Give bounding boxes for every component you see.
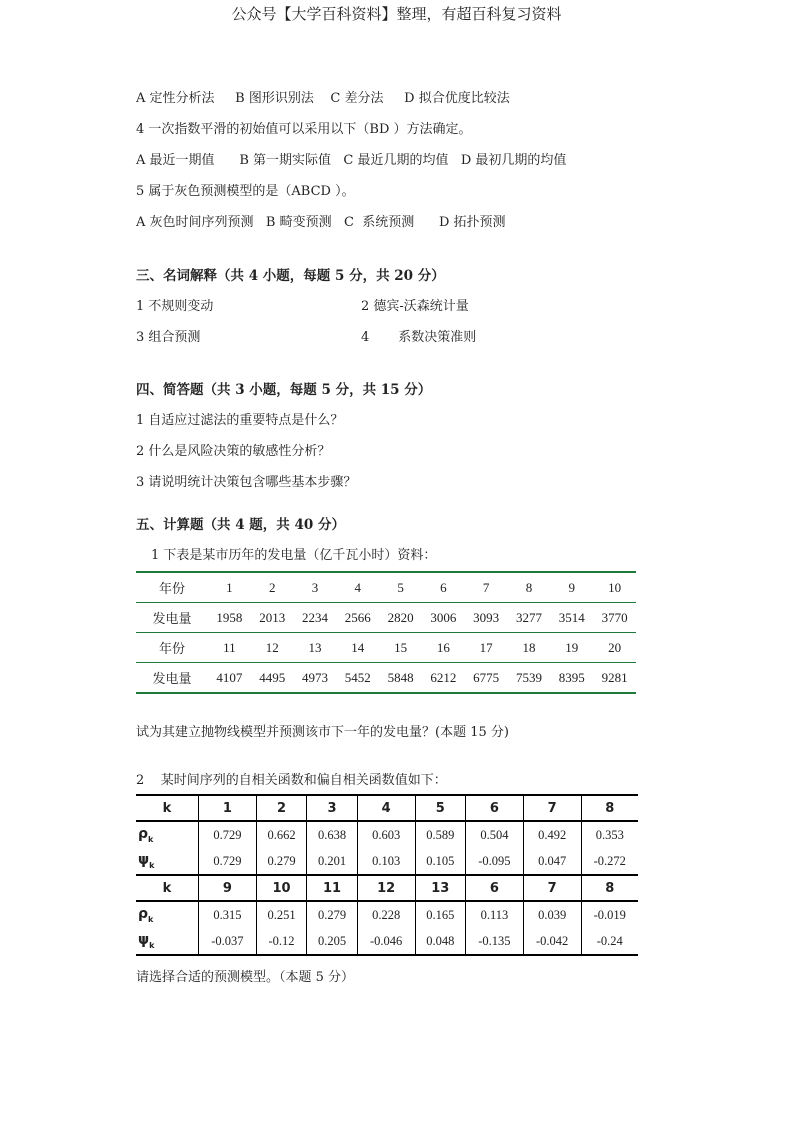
- year-label: 年份: [136, 572, 208, 603]
- power-generation-table: [136, 571, 636, 694]
- table-cell: 1: [199, 795, 257, 821]
- table-row: [136, 901, 638, 928]
- table-cell: 0.228: [357, 901, 415, 928]
- table-cell: 3770: [593, 603, 636, 633]
- table-cell: 4973: [294, 663, 337, 694]
- table-cell: 0.353: [581, 821, 638, 848]
- table-cell: 0.103: [357, 848, 415, 875]
- table-cell: 0.729: [199, 848, 257, 875]
- table-row: [136, 875, 638, 901]
- table-cell: 8: [581, 795, 638, 821]
- k-label: k: [136, 795, 199, 821]
- year-label: 年份: [136, 633, 208, 663]
- table-cell: 0.729: [199, 821, 257, 848]
- table-cell: 4: [357, 795, 415, 821]
- table-cell: 9: [199, 875, 257, 901]
- table-cell: 2: [256, 795, 307, 821]
- table-row: [136, 928, 638, 955]
- table-row: [136, 663, 636, 694]
- table-cell: 11: [208, 633, 251, 663]
- q3-options: A 定性分析法 B 图形识别法 C 差分法 D 拟合优度比较法: [136, 91, 510, 106]
- table-cell: 4107: [208, 663, 251, 694]
- calc-q1-task: 试为其建立抛物线模型并预测该市下一年的发电量？(本题 15 分): [136, 725, 509, 740]
- table-cell: 7: [523, 795, 581, 821]
- q5-question: 5 属于灰色预测模型的是（ABCD ）。: [136, 184, 355, 199]
- table-cell: 12: [357, 875, 415, 901]
- page-header: 公众号【大学百科资料】整理，有超百科复习资料: [231, 5, 562, 23]
- table-cell: 0.113: [466, 901, 524, 928]
- table-cell: 0.205: [307, 928, 358, 955]
- table-cell: 3: [294, 572, 337, 603]
- table-cell: 8: [581, 875, 638, 901]
- table-cell: 6775: [465, 663, 508, 694]
- table-cell: -0.24: [581, 928, 638, 955]
- value-label: 发电量: [136, 603, 208, 633]
- table-cell: 9: [550, 572, 593, 603]
- table-cell: -0.135: [466, 928, 524, 955]
- table-cell: 0.048: [415, 928, 466, 955]
- table-cell: 3006: [422, 603, 465, 633]
- short-question-1: 1 自适应过滤法的重要特点是什么？: [136, 413, 344, 428]
- calc-q2-intro: 2 某时间序列的自相关函数和偏自相关函数值如下：: [136, 773, 447, 788]
- short-question-2: 2 什么是风险决策的敏感性分析？: [136, 444, 331, 459]
- table-row: [136, 821, 638, 848]
- table-cell: 9281: [593, 663, 636, 694]
- table-cell: 16: [422, 633, 465, 663]
- table-cell: 0.279: [256, 848, 307, 875]
- table-cell: 0.201: [307, 848, 358, 875]
- table-cell: 1958: [208, 603, 251, 633]
- table-cell: -0.12: [256, 928, 307, 955]
- table-cell: 0.315: [199, 901, 257, 928]
- table-cell: 5848: [379, 663, 422, 694]
- calc-q2-task: 请选择合适的预测模型。（本题 5 分）: [136, 970, 355, 985]
- table-row: [136, 848, 638, 875]
- table-cell: 6212: [422, 663, 465, 694]
- table-row: [136, 603, 636, 633]
- table-row: [136, 795, 638, 821]
- table-cell: 8395: [550, 663, 593, 694]
- table-cell: 2234: [294, 603, 337, 633]
- table-cell: 18: [508, 633, 551, 663]
- table-cell: -0.272: [581, 848, 638, 875]
- table-cell: 6: [466, 875, 524, 901]
- table-cell: -0.095: [466, 848, 524, 875]
- table-cell: 2013: [251, 603, 294, 633]
- section4-title: 四、简答题（共 3 小题，每题 5 分，共 15 分）: [136, 382, 432, 398]
- table-cell: 0.279: [307, 901, 358, 928]
- table-cell: 12: [251, 633, 294, 663]
- term-3: 3 组合预测: [136, 330, 201, 345]
- table-cell: 7539: [508, 663, 551, 694]
- table-cell: 6: [422, 572, 465, 603]
- acf-pacf-table: [136, 794, 638, 956]
- table-cell: 4495: [251, 663, 294, 694]
- table-cell: 3093: [465, 603, 508, 633]
- value-label: 发电量: [136, 663, 208, 694]
- psi-label: $\psi_k$: [136, 928, 199, 955]
- table-cell: 0.492: [523, 821, 581, 848]
- table-cell: 2: [251, 572, 294, 603]
- table-cell: 3514: [550, 603, 593, 633]
- rho-label: $\rho_k$: [138, 906, 154, 924]
- table-cell: 0.047: [523, 848, 581, 875]
- table-cell: 8: [508, 572, 551, 603]
- table-cell: -0.046: [357, 928, 415, 955]
- table-cell: 1: [208, 572, 251, 603]
- table-cell: 19: [550, 633, 593, 663]
- table-cell: 0.165: [415, 901, 466, 928]
- table-cell: 0.589: [415, 821, 466, 848]
- table-cell: 13: [294, 633, 337, 663]
- table-cell: 5: [379, 572, 422, 603]
- table-cell: 0.504: [466, 821, 524, 848]
- rho-label: $\rho_k$: [138, 826, 154, 844]
- table-row: [136, 633, 636, 663]
- table-cell: -0.019: [581, 901, 638, 928]
- table-cell: 11: [307, 875, 358, 901]
- table-cell: 0.603: [357, 821, 415, 848]
- psi-label: $\psi_k$: [138, 852, 155, 870]
- q5-options: A 灰色时间序列预测 B 畸变预测 C 系统预测 D 拓扑预测: [136, 215, 506, 230]
- table-cell: 2820: [379, 603, 422, 633]
- q4-question: 4 一次指数平滑的初始值可以采用以下（BD ）方法确定。: [136, 122, 472, 137]
- section5-title: 五、计算题（共 4 题，共 40 分）: [136, 517, 345, 533]
- section3-title: 三、名词解释（共 4 小题，每题 5 分，共 20 分）: [136, 268, 445, 284]
- table-cell: 5: [415, 795, 466, 821]
- table-cell: 0.662: [256, 821, 307, 848]
- table-cell: 2566: [336, 603, 379, 633]
- term-1: 1 不规则变动: [136, 299, 214, 314]
- table-row: [136, 572, 636, 603]
- calc-q1-intro: 1 下表是某市历年的发电量（亿千瓦小时）资料：: [151, 548, 437, 563]
- table-cell: 6: [466, 795, 524, 821]
- table-cell: -0.042: [523, 928, 581, 955]
- table-cell: 5452: [336, 663, 379, 694]
- table-cell: 0.638: [307, 821, 358, 848]
- term-2: 2 德宾-沃森统计量: [361, 299, 469, 314]
- table-cell: 3: [307, 795, 358, 821]
- table-cell: 0.039: [523, 901, 581, 928]
- table-cell: 17: [465, 633, 508, 663]
- table-cell: 13: [415, 875, 466, 901]
- term-4: 4 系数决策准则: [361, 330, 477, 345]
- table-cell: 14: [336, 633, 379, 663]
- table-cell: 0.105: [415, 848, 466, 875]
- k-label: k: [136, 875, 199, 901]
- short-question-3: 3 请说明统计决策包含哪些基本步骤？: [136, 475, 357, 490]
- q4-options: A 最近一期值 B 第一期实际值 C 最近几期的均值 D 最初几期的均值: [136, 153, 567, 168]
- table-cell: 20: [593, 633, 636, 663]
- table-cell: 3277: [508, 603, 551, 633]
- table-cell: 10: [593, 572, 636, 603]
- table-cell: 10: [256, 875, 307, 901]
- table-cell: 7: [523, 875, 581, 901]
- table-cell: 4: [336, 572, 379, 603]
- table-cell: 15: [379, 633, 422, 663]
- table-cell: 7: [465, 572, 508, 603]
- table-cell: 0.251: [256, 901, 307, 928]
- table-cell: -0.037: [199, 928, 257, 955]
